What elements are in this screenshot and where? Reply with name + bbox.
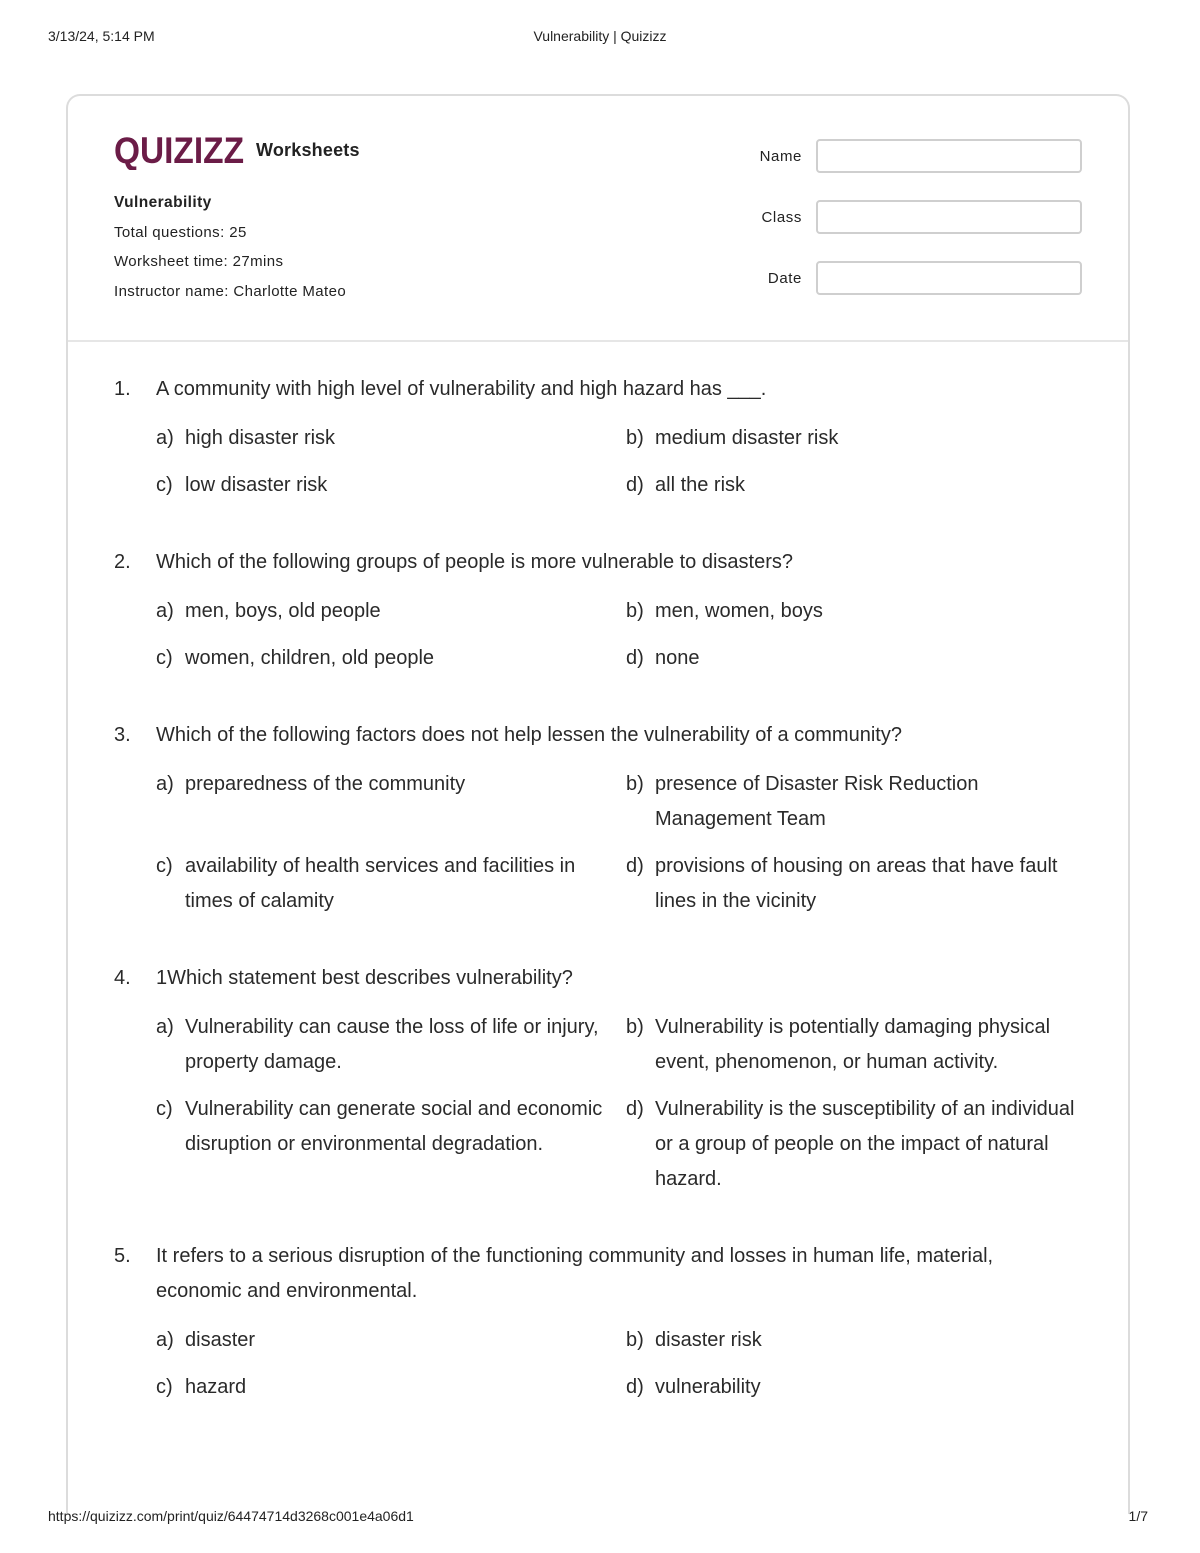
answer-option bbox=[626, 1370, 1086, 1405]
date-field-row bbox=[722, 260, 1082, 296]
answer-options bbox=[156, 421, 1084, 503]
worksheet-header bbox=[68, 96, 1128, 342]
question-stem bbox=[114, 961, 1084, 996]
option-letter: d) bbox=[626, 855, 644, 877]
answer-option bbox=[156, 1323, 626, 1358]
question-number: 3. bbox=[114, 724, 131, 746]
option-text: none bbox=[655, 647, 700, 669]
option-text: Vulnerability is the susceptibility of an individual or a group of people on the impact of natural hazard. bbox=[655, 1098, 1075, 1190]
question-number: 5. bbox=[114, 1245, 131, 1267]
question-text: A community with high level of vulnerability and high hazard has ___. bbox=[156, 378, 767, 400]
option-letter: d) bbox=[626, 1376, 644, 1398]
question-number: 1. bbox=[114, 378, 131, 400]
option-letter: d) bbox=[626, 474, 644, 496]
answer-option bbox=[626, 421, 1086, 456]
option-text: preparedness of the community bbox=[185, 773, 466, 795]
name-label: Name bbox=[759, 147, 802, 165]
question-stem bbox=[114, 372, 1084, 407]
option-text: men, women, boys bbox=[655, 600, 823, 622]
option-letter: a) bbox=[156, 1016, 174, 1038]
class-field-row bbox=[722, 199, 1082, 235]
question-item bbox=[114, 1239, 1084, 1405]
question-text: It refers to a serious disruption of the functioning community and losses in human life, material, economic and environmental. bbox=[156, 1245, 994, 1302]
option-letter: c) bbox=[156, 855, 173, 877]
option-letter: d) bbox=[626, 647, 644, 669]
question-stem bbox=[114, 718, 1084, 753]
option-text: women, children, old people bbox=[185, 647, 435, 669]
option-letter: b) bbox=[626, 600, 644, 622]
question-text: Which of the following factors does not help lessen the vulnerability of a community? bbox=[156, 724, 902, 746]
name-field[interactable] bbox=[816, 139, 1082, 173]
answer-option bbox=[156, 849, 626, 919]
answer-option bbox=[626, 468, 1086, 503]
worksheet-meta bbox=[114, 192, 346, 310]
answer-option bbox=[156, 468, 626, 503]
question-text: Which of the following groups of people is more vulnerable to disasters? bbox=[156, 551, 794, 573]
option-letter: b) bbox=[626, 773, 644, 795]
option-text: availability of health services and facilities in times of calamity bbox=[185, 855, 576, 912]
answer-option bbox=[156, 1370, 626, 1405]
name-field-row bbox=[722, 138, 1082, 174]
print-footer bbox=[48, 1508, 1152, 1528]
answer-option bbox=[626, 1092, 1086, 1197]
brand bbox=[114, 130, 360, 170]
question-stem bbox=[114, 1239, 1084, 1309]
question-item bbox=[114, 718, 1084, 919]
option-text: hazard bbox=[185, 1376, 247, 1398]
print-header bbox=[48, 28, 1152, 48]
print-page-title: Vulnerability | Quizizz bbox=[533, 28, 667, 44]
option-text: all the risk bbox=[655, 474, 746, 496]
question-text: 1Which statement best describes vulnerability? bbox=[156, 967, 573, 989]
option-letter: c) bbox=[156, 1098, 173, 1120]
answer-option bbox=[156, 1010, 626, 1080]
option-letter: a) bbox=[156, 1329, 174, 1351]
question-item bbox=[114, 545, 1084, 676]
option-letter: b) bbox=[626, 427, 644, 449]
worksheet-time: Worksheet time: 27mins bbox=[114, 253, 284, 270]
answer-option bbox=[156, 641, 626, 676]
date-label: Date bbox=[767, 269, 802, 287]
question-stem bbox=[114, 545, 1084, 580]
answer-option bbox=[626, 594, 1086, 629]
option-letter: c) bbox=[156, 1376, 173, 1398]
option-letter: b) bbox=[626, 1329, 644, 1351]
option-letter: a) bbox=[156, 600, 174, 622]
answer-options bbox=[156, 1323, 1084, 1405]
answer-option bbox=[156, 767, 626, 837]
option-letter: a) bbox=[156, 427, 174, 449]
worksheet-card bbox=[66, 94, 1130, 1514]
answer-options bbox=[156, 767, 1084, 919]
option-letter: b) bbox=[626, 1016, 644, 1038]
question-list bbox=[114, 372, 1084, 1447]
option-text: presence of Disaster Risk Reduction Management Team bbox=[655, 773, 979, 830]
option-letter: a) bbox=[156, 773, 174, 795]
question-number: 4. bbox=[114, 967, 131, 989]
answer-option bbox=[156, 1092, 626, 1197]
answer-options bbox=[156, 1010, 1084, 1197]
option-text: men, boys, old people bbox=[185, 600, 381, 622]
option-text: disaster risk bbox=[655, 1329, 762, 1351]
print-datetime: 3/13/24, 5:14 PM bbox=[48, 28, 155, 44]
option-letter: c) bbox=[156, 647, 173, 669]
quizizz-logo bbox=[114, 130, 246, 170]
total-questions: Total questions: 25 bbox=[114, 223, 247, 241]
option-text: provisions of housing on areas that have fault lines in the vicinity bbox=[655, 855, 1058, 912]
instructor-name: Instructor name: Charlotte Mateo bbox=[114, 282, 347, 300]
svg-text:QUIZIZZ: QUIZIZZ bbox=[114, 130, 244, 170]
option-text: low disaster risk bbox=[185, 474, 328, 496]
class-label: Class bbox=[761, 208, 802, 226]
brand-subtitle: Worksheets bbox=[256, 139, 360, 160]
answer-option bbox=[626, 641, 1086, 676]
option-text: Vulnerability is potentially damaging physical event, phenomenon, or human activity. bbox=[655, 1016, 1051, 1073]
option-text: high disaster risk bbox=[185, 427, 336, 449]
answer-option bbox=[626, 767, 1086, 837]
page-number: 1/7 bbox=[1128, 1508, 1148, 1524]
answer-options bbox=[156, 594, 1084, 676]
question-item bbox=[114, 372, 1084, 503]
option-text: Vulnerability can cause the loss of life or injury, property damage. bbox=[185, 1016, 599, 1073]
option-letter: c) bbox=[156, 474, 173, 496]
answer-option bbox=[626, 849, 1086, 919]
answer-option bbox=[626, 1323, 1086, 1358]
answer-option bbox=[626, 1010, 1086, 1080]
date-field[interactable] bbox=[816, 261, 1082, 295]
question-item bbox=[114, 961, 1084, 1197]
option-letter: d) bbox=[626, 1098, 644, 1120]
option-text: disaster bbox=[185, 1329, 256, 1351]
answer-option bbox=[156, 594, 626, 629]
option-text: medium disaster risk bbox=[655, 427, 839, 449]
answer-option bbox=[156, 421, 626, 456]
option-text: Vulnerability can generate social and economic disruption or environmental degradation. bbox=[185, 1098, 603, 1155]
question-number: 2. bbox=[114, 551, 131, 573]
worksheet-title: Vulnerability bbox=[114, 194, 212, 211]
option-text: vulnerability bbox=[655, 1376, 761, 1398]
print-url: https://quizizz.com/print/quiz/64474714d3268c001e4a06d1 bbox=[48, 1508, 414, 1524]
class-field[interactable] bbox=[816, 200, 1082, 234]
